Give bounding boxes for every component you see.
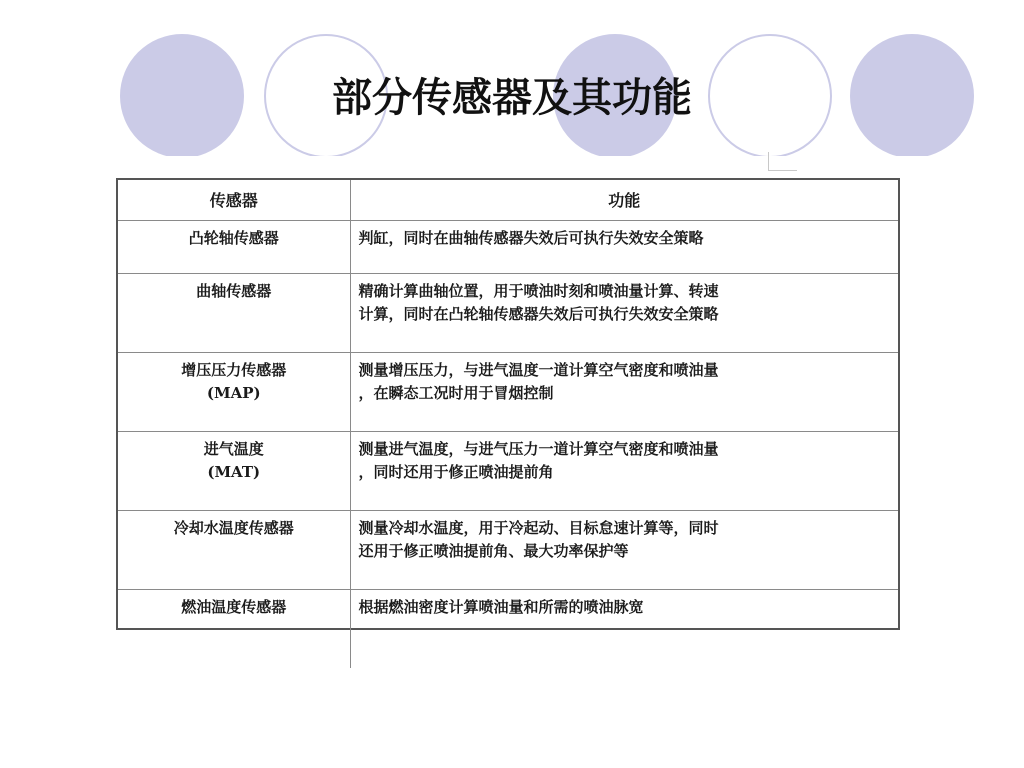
sensor-name-cell [118, 221, 350, 274]
table-row [118, 353, 898, 432]
sensor-table-frame [116, 178, 900, 630]
function-text: ，在瞬态工况时用于冒烟控制 [358, 384, 554, 402]
table-row [118, 432, 898, 511]
function-cell [350, 221, 898, 274]
sensor-name-cell [118, 432, 350, 511]
table-header-row [118, 180, 898, 221]
function-text: 测量进气温度，与进气压力一道计算空气密度和喷油量 [358, 440, 719, 458]
function-text: 还用于修正喷油提前角、最大功率保护等 [358, 542, 629, 560]
function-text: 精确计算曲轴位置，用于喷油时刻和喷油量计算、转速 [358, 282, 719, 300]
sensor-table [118, 180, 898, 668]
corner-mark [768, 152, 797, 171]
function-text: 根据燃油密度计算喷油量和所需的喷油脉宽 [358, 598, 644, 616]
function-text: ，同时还用于修正喷油提前角 [358, 463, 554, 481]
column-header-sensor: 传感器 [118, 180, 350, 221]
sensor-name: 曲轴传感器 [196, 282, 272, 300]
sensor-abbreviation: (MAP) [206, 384, 261, 402]
function-cell [350, 353, 898, 432]
function-cell [350, 511, 898, 590]
table-row [118, 221, 898, 274]
sensor-name: 冷却水温度传感器 [173, 519, 294, 537]
table-row [118, 274, 898, 353]
slide-title: 部分传感器及其功能 [332, 75, 692, 121]
table-row [118, 511, 898, 590]
sensor-name-cell [118, 353, 350, 432]
column-header-function: 功能 [350, 180, 898, 221]
function-cell [350, 590, 898, 669]
function-cell [350, 274, 898, 353]
sensor-name: 进气温度 [203, 440, 264, 458]
sensor-name-cell [118, 511, 350, 590]
function-cell [350, 432, 898, 511]
sensor-name-cell [118, 274, 350, 353]
sensor-name-cell [118, 590, 350, 669]
sensor-name: 凸轮轴传感器 [188, 229, 279, 247]
function-text: 判缸，同时在曲轴传感器失效后可执行失效安全策略 [358, 229, 704, 247]
function-text: 测量增压压力，与进气温度一道计算空气密度和喷油量 [358, 361, 719, 379]
function-text: 计算，同时在凸轮轴传感器失效后可执行失效安全策略 [358, 305, 719, 323]
sensor-name: 增压压力传感器 [181, 361, 287, 379]
sensor-abbreviation: (MAT) [207, 463, 261, 481]
function-text: 测量冷却水温度，用于冷起动、目标怠速计算等，同时 [358, 519, 719, 537]
table-row [118, 590, 898, 669]
sensor-name: 燃油温度传感器 [181, 598, 287, 616]
